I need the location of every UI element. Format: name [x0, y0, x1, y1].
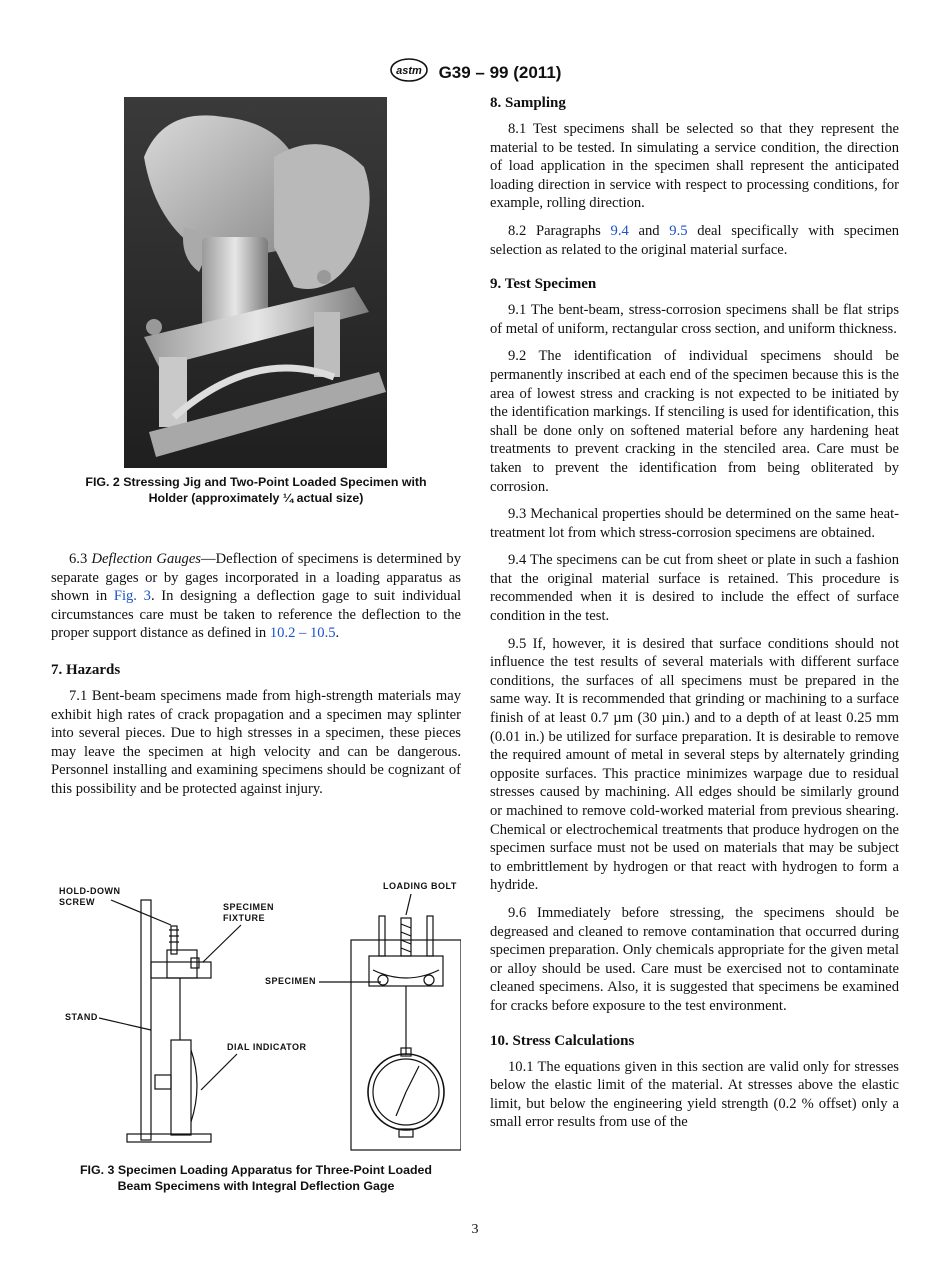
paragraph-9-4: 9.4 The specimens can be cut from sheet or plate in such a fashion that the original material surface is retained. This procedure is recommended when it is desired to include the effect of surface condition in the test. — [490, 552, 899, 625]
label-specimen-fixture: SPECIMEN — [223, 902, 275, 912]
para-number: 6.3 — [69, 551, 92, 567]
fig3-caption-line1: FIG. 3 Specimen Loading Apparatus for Three-Point Loaded — [79, 1163, 433, 1177]
label-loading-bolt: LOADING BOLT — [383, 881, 457, 891]
label-dial-indicator: DIAL INDICATOR — [227, 1042, 307, 1052]
section-heading-test-specimen: 9. Test Specimen — [490, 276, 597, 293]
para-text: —Deflection of specimens is determined by separate gages or by gages incorporated in a loading apparatus as shown in — [51, 551, 462, 605]
paragraph-9-1: 9.1 The bent-beam, stress-corrosion specimens shall be flat strips of metal of uniform, rectangular cross section, and uniform thickness. — [490, 302, 899, 337]
astm-logo-icon — [389, 58, 429, 87]
paragraph-8-1: 8.1 Test specimens shall be selected so that they represent the material to be tested. In simulating a service condition, the direction of load application in the specimen shall represent the anticipated loading direction in service with respect to processing conditions, for example, rolling direction. — [490, 121, 899, 212]
section-heading-hazards: 7. Hazards — [51, 661, 121, 678]
fig2-photo — [124, 97, 387, 468]
paragraph-8-2 — [490, 222, 899, 259]
para-title: Deflection Gauges — [91, 551, 201, 567]
section-9-4-link[interactable]: 9.4 — [610, 222, 629, 239]
svg-text:astm: astm — [395, 65, 422, 77]
fig2-caption — [51, 474, 461, 506]
section-heading-sampling: 8. Sampling — [490, 95, 566, 111]
section-10-2-10-5-link[interactable]: 10.2 – 10.5 — [269, 625, 336, 642]
fig3-link[interactable]: Fig. 3 — [113, 588, 151, 605]
para-text: and — [628, 222, 670, 239]
fig2-caption-line1: FIG. 2 Stressing Jig and Two-Point Loaded Specimen with — [85, 475, 427, 489]
label-stand: STAND — [65, 1012, 98, 1022]
page-header — [0, 58, 950, 87]
section-heading-stress-calculations: 10. Stress Calculations — [490, 1032, 635, 1049]
paragraph-7-1: 7.1 Bent-beam specimens made from high-strength materials may exhibit high rates of crack propagation and a specimen may splinter into several pieces. Due to high stresses in a specimen, these pieces may leave the specimen at high velocity and can be dangerous. Personnel installing and examining specimens should be cognizant of this possibility and be protected against injury. — [51, 687, 461, 797]
paragraph-9-6: 9.6 Immediately before stressing, the specimens should be degreased and cleaned to remove contamination that occurred during specimen preparation. Only chemicals appropriate for the given metal or alloy should be used. Care must be exercised not to contaminate cleaned specimens. Also, it is suggested that specimens be examined for cracks before exposure to the test environment. — [490, 904, 899, 1014]
fig2-caption-line2: Holder (approximately ¼ actual size) — [148, 491, 364, 505]
para-text: 8.2 Paragraphs — [508, 222, 611, 239]
right-column — [490, 94, 899, 1141]
label-hold-down: HOLD-DOWN — [59, 886, 121, 896]
para-text: deal specifically with specimen selection as related to the original material surface. — [490, 222, 899, 258]
paragraph-6-3 — [51, 550, 461, 643]
standard-designation: G39 – 99 (2011) — [438, 62, 562, 82]
paragraph-9-2: 9.2 The identification of individual specimens should be permanently inscribed at each end of the specimen because this is the area of lowest stress and cracking is not expected to be initiated by the identification markings. If stenciling is used for identification, this shall be done only on softened material before any hardening heat treatments to prevent cracking in the stenciled area. Care must be taken to prevent the identification from being obliterated by corrosion. — [490, 348, 899, 495]
fig3-caption-line2: Beam Specimens with Integral Deflection Gage — [117, 1179, 395, 1193]
left-column — [51, 550, 461, 808]
section-9-5-link[interactable]: 9.5 — [669, 222, 688, 239]
label-specimen: SPECIMEN — [265, 976, 317, 986]
para-text: . — [335, 625, 340, 642]
fig3-caption — [51, 1162, 461, 1194]
fig3-diagram — [51, 870, 461, 1160]
para-text: . In designing a deflection gage to suit individual circumstances care must be taken to reference the deflection to the proper support distance as defined in — [51, 588, 462, 642]
page-number: 3 — [471, 1222, 479, 1237]
paragraph-10-1: 10.1 The equations given in this section are valid only for stresses below the elastic limit of the material. At stresses above the elastic limit, but below the engineering yield strength (0.2 % offset) only a small error results from use of the — [490, 1058, 899, 1131]
label-screw: SCREW — [59, 897, 95, 907]
paragraph-9-3: 9.3 Mechanical properties should be determined on the same heat-treatment lot from which stress-corrosion specimens are obtained. — [490, 506, 899, 541]
label-fixture: FIXTURE — [223, 913, 266, 923]
paragraph-9-5: 9.5 If, however, it is desired that surface conditions should not influence the test results of several materials with different surface conditions, the surfaces of all specimens must be prepared in the same way. It is recommended that grinding or machining to a surface finish of at least 0.7 µm (30 µin.) and to a depth of at least 0.25 mm (0.01 in.) be utilized for surface preparation. It is desirable to remove the required amount of metal in several steps by alternately grinding opposite surfaces. This practice minimizes warpage due to residual stresses caused by machining. All edges should be similarly ground or machined to remove cold-worked material from previous shearing. Chemical or electrochemical treatments that produce hydrogen on the specimen surface must not be used on materials that may be subject to embrittlement by hydrogen or that react with hydrogen to form a hydride. — [490, 635, 899, 894]
